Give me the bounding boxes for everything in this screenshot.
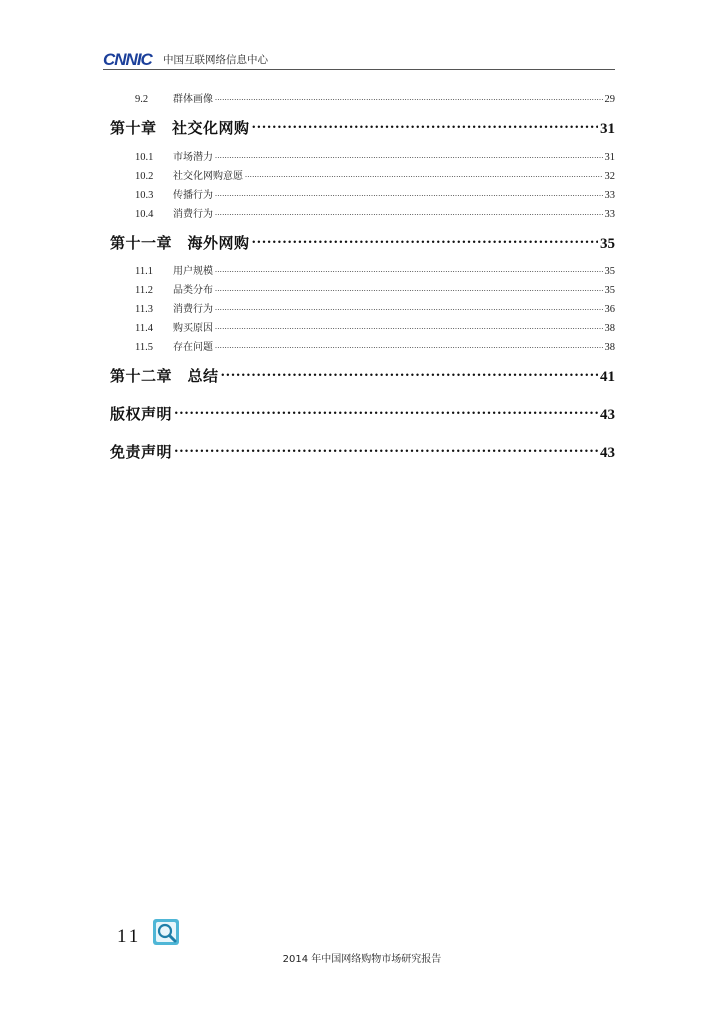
toc-leader-dots: [215, 150, 603, 161]
toc-page-number: 31: [600, 121, 615, 137]
toc-leader-dots: [215, 207, 603, 218]
toc-chapter-entry[interactable]: [110, 232, 615, 253]
toc-section-entry[interactable]: [110, 205, 615, 220]
toc-entry-label: 购买原因: [173, 323, 213, 334]
toc-leader-dots: [215, 340, 603, 351]
toc-page-number: 36: [604, 304, 615, 315]
magnifier-report-icon: [152, 918, 180, 946]
toc-section-entry[interactable]: [110, 262, 615, 277]
toc-section-entry[interactable]: [110, 319, 615, 334]
toc-page-number: 35: [604, 285, 615, 296]
toc-page-number: 43: [600, 445, 615, 461]
toc-leader-dots: [215, 92, 603, 103]
toc-section-entry[interactable]: [110, 338, 615, 353]
toc-chapter-entry[interactable]: [110, 117, 615, 138]
toc-entry-label: 用户规模: [173, 266, 213, 277]
toc-section-entry[interactable]: [110, 90, 615, 105]
toc-section-number: 11.1: [135, 266, 153, 277]
report-title: 2014 年中国网络购物市场研究报告: [282, 954, 442, 965]
toc-section-entry[interactable]: [110, 167, 615, 182]
toc-entry-label: 第十章 社交化网购: [110, 119, 250, 137]
toc-section-number: 10.4: [135, 209, 154, 220]
toc-entry-label: 消费行为: [173, 209, 213, 220]
toc-leader-dots: [221, 366, 598, 381]
toc-entry-label: 群体画像: [173, 94, 213, 105]
toc-leader-dots: [215, 283, 603, 294]
toc-section-number: 9.2: [135, 94, 149, 105]
toc-page-number: 33: [604, 190, 615, 201]
toc-section-number: 11.2: [135, 285, 153, 296]
toc-chapter-entry[interactable]: [110, 365, 615, 386]
toc-section-entry[interactable]: [110, 148, 615, 163]
toc-page-number: 29: [604, 94, 615, 105]
toc-leader-dots: [252, 233, 598, 248]
toc-section-entry[interactable]: [110, 281, 615, 296]
toc-leader-dots: [215, 264, 603, 275]
toc-entry-label: 传播行为: [173, 190, 213, 201]
toc-page-number: 38: [604, 342, 615, 353]
toc-entry-label: 第十一章 海外网购: [110, 234, 250, 252]
toc-entry-label: 第十二章 总结: [110, 367, 219, 385]
toc-leader-dots: [245, 169, 603, 180]
org-name: 中国互联网络信息中心: [163, 54, 268, 66]
toc-leader-dots: [215, 302, 603, 313]
toc-leader-dots: [174, 404, 598, 419]
logo-lettering: CNNIC: [103, 50, 152, 69]
cnnic-logo: [103, 49, 159, 69]
toc-page-number: 41: [600, 369, 615, 385]
header-rule: [103, 69, 615, 70]
toc-leader-dots: [215, 321, 603, 332]
toc-section-number: 10.2: [135, 171, 154, 182]
toc-entry-label: 免责声明: [110, 443, 173, 461]
toc-section-number: 10.1: [135, 152, 154, 163]
toc-entry-label: 品类分布: [173, 285, 213, 296]
toc-page-number: 35: [600, 236, 615, 252]
toc-page-number: 35: [604, 266, 615, 277]
toc-section-number: 11.5: [135, 342, 153, 353]
toc-entry-label: 版权声明: [110, 405, 173, 423]
toc-entry-label: 社交化网购意愿: [173, 171, 243, 182]
page-header: [103, 50, 615, 70]
toc-page-number: 38: [604, 323, 615, 334]
toc-section-entry[interactable]: [110, 300, 615, 315]
toc-section-number: 10.3: [135, 190, 154, 201]
toc-page-number: 31: [604, 152, 615, 163]
toc-section-entry[interactable]: [110, 186, 615, 201]
toc-leader-dots: [215, 188, 603, 199]
toc-entry-label: 市场潜力: [173, 152, 213, 163]
toc-page-number: 33: [604, 209, 615, 220]
toc-leader-dots: [174, 442, 598, 457]
toc-section-number: 11.3: [135, 304, 153, 315]
toc-entry-label: 消费行为: [173, 304, 213, 315]
page-number: 11: [117, 926, 142, 947]
toc-page-number: 32: [604, 171, 615, 182]
toc-leader-dots: [252, 118, 598, 133]
toc-chapter-entry[interactable]: [110, 441, 615, 462]
toc-entry-label: 存在问题: [173, 342, 213, 353]
toc-section-number: 11.4: [135, 323, 153, 334]
toc-chapter-entry[interactable]: [110, 403, 615, 424]
toc-page-number: 43: [600, 407, 615, 423]
